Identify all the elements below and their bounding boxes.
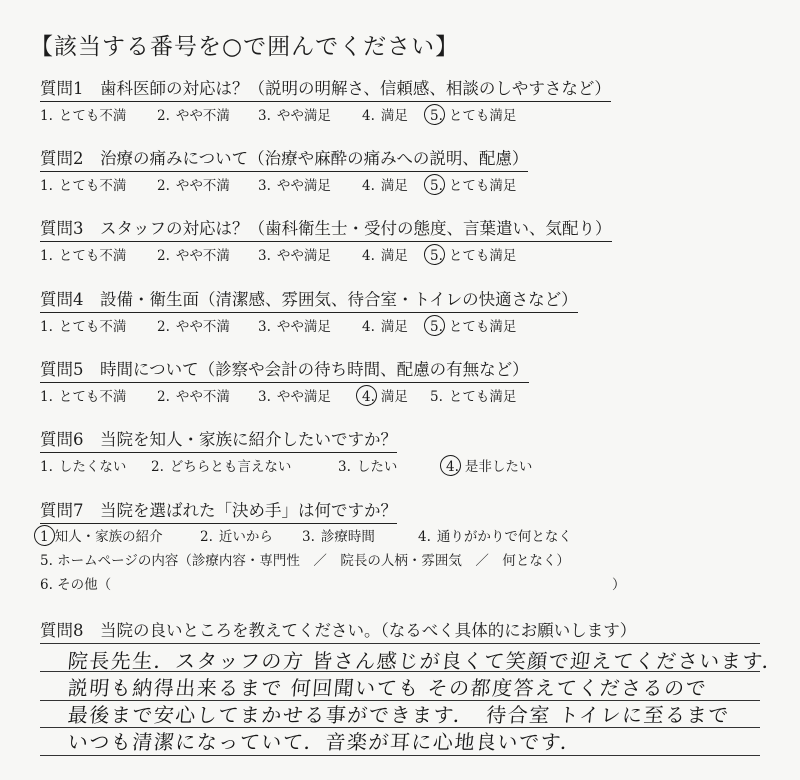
question-5-title: 質問5 時間について（診察や会計の待ち時間、配慮の有無など）: [40, 359, 529, 383]
question-1-option-1[interactable]: [40, 106, 126, 126]
handwritten-answer-line: いつも清潔になっていて．音楽が耳に心地良いです．: [66, 730, 583, 754]
question-5-option-3[interactable]: [258, 387, 331, 407]
question-7-option-1[interactable]: [40, 527, 163, 547]
question-2-option-5[interactable]: [430, 176, 516, 196]
option-number: 1.: [40, 459, 53, 475]
option-label: 診療時間: [320, 529, 375, 545]
answer-rule-line: [40, 643, 760, 644]
option-number: 5.: [430, 176, 443, 196]
option-number: 4.: [362, 108, 375, 124]
option-label: とても満足: [448, 178, 517, 194]
option-label: とても満足: [448, 248, 517, 264]
option-number: 3.: [258, 319, 271, 335]
option-number: 2.: [157, 248, 170, 264]
question-8-title: 質問8 当院の良いところを教えてください。（なるべく具体的にお願いします）: [40, 620, 636, 644]
question-4-option-4[interactable]: [362, 317, 408, 337]
question-2-option-2[interactable]: [157, 176, 230, 196]
question-3-option-2[interactable]: [157, 246, 230, 266]
handwritten-answer-line: 説明も納得出来るまで 何回聞いても その都度答えてくださるので: [66, 676, 709, 700]
option-label: とても不満: [58, 389, 127, 405]
option-label: 近いから: [218, 529, 273, 545]
option-number: 4.: [362, 387, 375, 407]
option-label: とても満足: [448, 389, 517, 405]
option-label: したい: [356, 459, 398, 475]
option-label: とても満足: [448, 319, 517, 335]
handwritten-answer-line: 最後まで安心してまかせる事ができます． 待合室 トイレに至るまで: [66, 703, 731, 727]
question-5-option-2[interactable]: [157, 387, 230, 407]
option-label: とても不満: [58, 248, 127, 264]
question-3-option-1[interactable]: [40, 246, 126, 266]
question-5-option-4[interactable]: [362, 387, 408, 407]
option-label: 是非したい: [464, 459, 533, 475]
question-3-option-3[interactable]: [258, 246, 331, 266]
option-number: 2.: [157, 108, 170, 124]
option-number: 1.: [40, 389, 53, 405]
question-6-option-2[interactable]: [151, 457, 291, 477]
selected-circle-mark: [422, 242, 447, 267]
option-label: やや不満: [175, 108, 230, 124]
option-label: やや不満: [175, 178, 230, 194]
question-7-option-6[interactable]: [40, 575, 740, 595]
option-number: 4.: [446, 457, 459, 477]
option-label: どちらとも言えない: [169, 459, 292, 475]
option-label: 満足: [380, 389, 408, 405]
selected-circle-mark: [422, 313, 447, 338]
question-5-option-5[interactable]: [430, 387, 516, 407]
option-label: 知人・家族の紹介: [54, 529, 163, 545]
option-number: 3.: [258, 108, 271, 124]
survey-heading: 【該当する番号を○で囲んでください】: [30, 34, 460, 60]
option-label: やや満足: [276, 178, 331, 194]
option-number: 5.: [430, 246, 443, 266]
question-4-title: 質問4 設備・衛生面（清潔感、雰囲気、待合室・トイレの快適さなど）: [40, 289, 578, 313]
option-label: やや満足: [276, 248, 331, 264]
selected-circle-mark: [438, 453, 463, 478]
option-number: 1.: [40, 319, 53, 335]
question-6-option-4[interactable]: [446, 457, 532, 477]
option-label: とても不満: [58, 178, 127, 194]
option-label: とても不満: [58, 108, 127, 124]
question-3-title: 質問3 スタッフの対応は？（歯科衛生士・受付の態度、言葉遣い、気配り）: [40, 218, 612, 242]
question-3-option-5[interactable]: [430, 246, 516, 266]
option-number: 3.: [258, 178, 271, 194]
option-number: 3.: [258, 389, 271, 405]
selected-circle-mark: [422, 172, 447, 197]
option-label: やや満足: [276, 319, 331, 335]
question-6-option-1[interactable]: [40, 457, 126, 477]
handwritten-answer-line: 院長先生．スタッフの方 皆さん感じが良くて笑顔で迎えてくださいます．: [66, 649, 785, 673]
option-number: 1.: [40, 248, 53, 264]
other-open-label: 6. その他（: [40, 577, 112, 593]
option-number: 5.: [430, 106, 443, 126]
question-1-title: 質問1 歯科医師の対応は？（説明の明解さ、信頼感、相談のしやすさなど）: [40, 78, 611, 102]
option-label: やや不満: [175, 319, 230, 335]
option-label: 満足: [380, 319, 408, 335]
option-label: したくない: [58, 459, 127, 475]
question-1-option-5[interactable]: [430, 106, 516, 126]
option-label: 満足: [380, 178, 408, 194]
question-6-title: 質問6 当院を知人・家族に紹介したいですか？: [40, 429, 397, 453]
question-2-option-1[interactable]: [40, 176, 126, 196]
option-number: 1.: [40, 108, 53, 124]
selected-circle-mark: [354, 383, 379, 408]
other-close-paren: ）: [612, 577, 626, 593]
question-1-option-4[interactable]: [362, 106, 408, 126]
option-number: 4.: [418, 529, 431, 545]
option-label: 満足: [380, 248, 408, 264]
option-number: 3.: [302, 529, 315, 545]
question-4-option-2[interactable]: [157, 317, 230, 337]
option-number: 2.: [157, 389, 170, 405]
option-label: 通りがかりで何となく: [436, 529, 572, 545]
question-2-title: 質問2 治療の痛みについて（治療や麻酔の痛みへの説明、配慮）: [40, 148, 528, 172]
option-number: 4.: [362, 248, 375, 264]
question-1-option-2[interactable]: [157, 106, 230, 126]
question-4-option-3[interactable]: [258, 317, 331, 337]
question-5-option-1[interactable]: [40, 387, 126, 407]
option-label: 満足: [380, 108, 408, 124]
option-label: とても満足: [448, 108, 517, 124]
selected-circle-mark: [422, 102, 447, 127]
question-1-option-3[interactable]: [258, 106, 331, 126]
option-number: 3.: [258, 248, 271, 264]
question-3-option-4[interactable]: [362, 246, 408, 266]
question-4-option-5[interactable]: [430, 317, 516, 337]
option-number: 4.: [362, 178, 375, 194]
question-7-option-5[interactable]: 5. ホームページの内容（診療内容・専門性 ／ 院長の人柄・雰囲気 ／ 何となく）: [40, 553, 570, 569]
option-label: とても不満: [58, 319, 127, 335]
option-number: 2.: [157, 178, 170, 194]
option-label: やや満足: [276, 108, 331, 124]
option-number: 3.: [338, 459, 351, 475]
selected-circle-mark: [32, 523, 57, 548]
option-number: 4.: [362, 319, 375, 335]
option-number: 5.: [430, 389, 443, 405]
question-4-option-1[interactable]: [40, 317, 126, 337]
question-7-option-3[interactable]: [302, 527, 375, 547]
option-number: 5.: [430, 317, 443, 337]
option-number: 2.: [157, 319, 170, 335]
answer-rule-line: [40, 755, 760, 756]
option-number: 2.: [151, 459, 164, 475]
question-7-title: 質問7 当院を選ばれた「決め手」は何ですか？: [40, 500, 397, 524]
option-label: やや不満: [175, 389, 230, 405]
option-number: 1: [40, 527, 49, 547]
question-2-option-4[interactable]: [362, 176, 408, 196]
question-2-option-3[interactable]: [258, 176, 331, 196]
question-7-option-4[interactable]: [418, 527, 572, 547]
option-label: やや満足: [276, 389, 331, 405]
question-7-option-2[interactable]: [200, 527, 273, 547]
question-6-option-3[interactable]: [338, 457, 397, 477]
option-number: 1.: [40, 178, 53, 194]
option-number: 2.: [200, 529, 213, 545]
option-label: やや不満: [175, 248, 230, 264]
